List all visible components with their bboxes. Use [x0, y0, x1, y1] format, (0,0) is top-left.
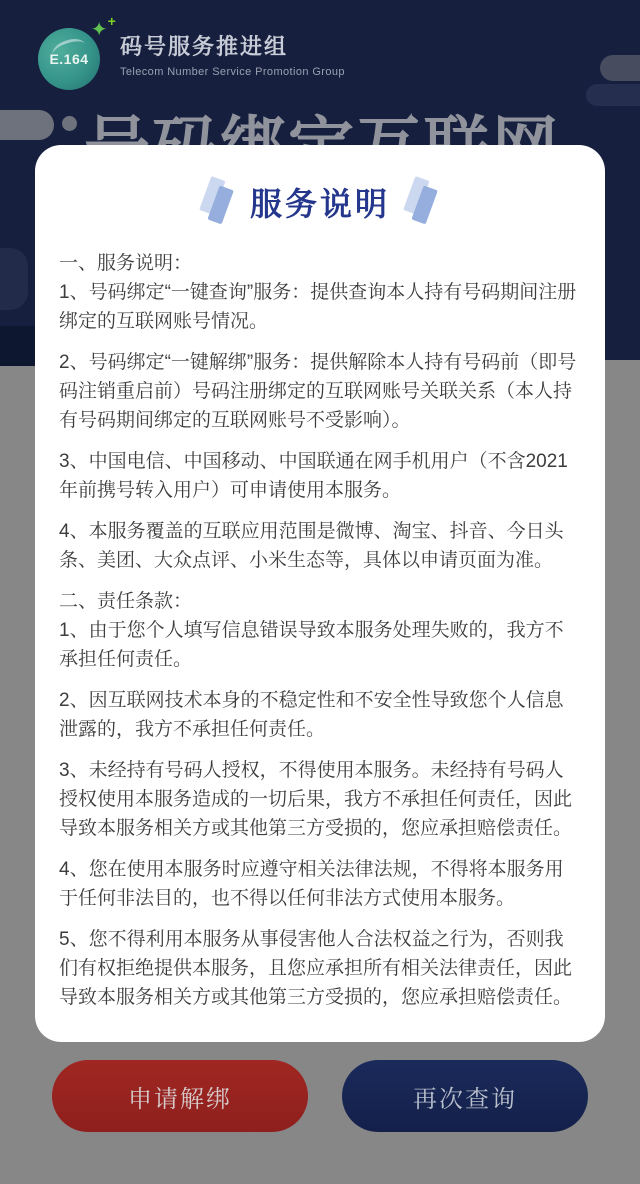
terms-section-heading: 二、责任条款：	[59, 591, 193, 612]
sparkle-star-icon: ✦	[90, 19, 108, 41]
terms-paragraph: 3、中国电信、中国移动、中国联通在网手机用户（不含2021年前携号转入用户）可申请使用本服务。	[59, 451, 568, 501]
sparkle-plus-icon: +	[107, 13, 116, 29]
terms-text-body	[59, 249, 581, 1012]
query-again-button[interactable]: 再次查询	[342, 1060, 588, 1132]
hero-decor-dot-icon	[62, 116, 77, 131]
terms-paragraph: 4、您在使用本服务时应遵守相关法律法规，不得将本服务用于任何非法目的，也不得以任何非法方式使用本服务。	[59, 859, 564, 909]
decor-pill-icon	[600, 55, 640, 81]
org-logo-block	[38, 13, 345, 90]
modal-title: 服务说明	[249, 186, 390, 222]
service-description-modal	[35, 145, 605, 1042]
terms-paragraph: 1、号码绑定“一键查询”服务：提供查询本人持有号码期间注册绑定的互联网账号情况。	[59, 282, 577, 332]
decor-pill-icon	[0, 248, 28, 310]
org-name-english: Telecom Number Service Promotion Group	[120, 66, 345, 78]
ribbon-icon-left	[202, 181, 234, 223]
apply-unbind-button[interactable]: 申请解绑	[52, 1060, 308, 1132]
terms-paragraph: 2、号码绑定“一键解绑”服务：提供解除本人持有号码前（即号码注销重启前）号码注册绑定的互联网账号关联关系（本人持有号码期间绑定的互联网账号不受影响）。	[59, 352, 577, 431]
ribbon-icon-right	[406, 181, 438, 223]
org-name: 码号服务推进组	[120, 34, 289, 59]
hero-decor-bar-icon	[0, 110, 54, 140]
terms-paragraph: 4、本服务覆盖的互联应用范围是微博、淘宝、抖音、今日头条、美团、大众点评、小米生态等，具体以申请页面为准。	[59, 521, 564, 571]
modal-title-row	[59, 179, 581, 225]
terms-paragraph: 1、由于您个人填写信息错误导致本服务处理失败的，我方不承担任何责任。	[59, 620, 564, 670]
logo-text: E.164	[49, 51, 89, 67]
e164-globe-icon	[38, 13, 116, 90]
terms-paragraph: 3、未经持有号码人授权，不得使用本服务。未经持有号码人授权使用本服务造成的一切后果，我方不承担任何责任，因此导致本服务相关方或其他第三方受损的，您应承担赔偿责任。	[59, 760, 573, 839]
terms-section-heading: 一、服务说明：	[59, 253, 193, 274]
terms-paragraph: 5、您不得利用本服务从事侵害他人合法权益之行为，否则我们有权拒绝提供本服务，且您应承担所有相关法律责任，因此导致本服务相关方或其他第三方受损的，您应承担赔偿责任。	[59, 929, 573, 1008]
terms-paragraph: 2、因互联网技术本身的不稳定性和不安全性导致您个人信息泄露的，我方不承担任何责任。	[59, 690, 564, 740]
